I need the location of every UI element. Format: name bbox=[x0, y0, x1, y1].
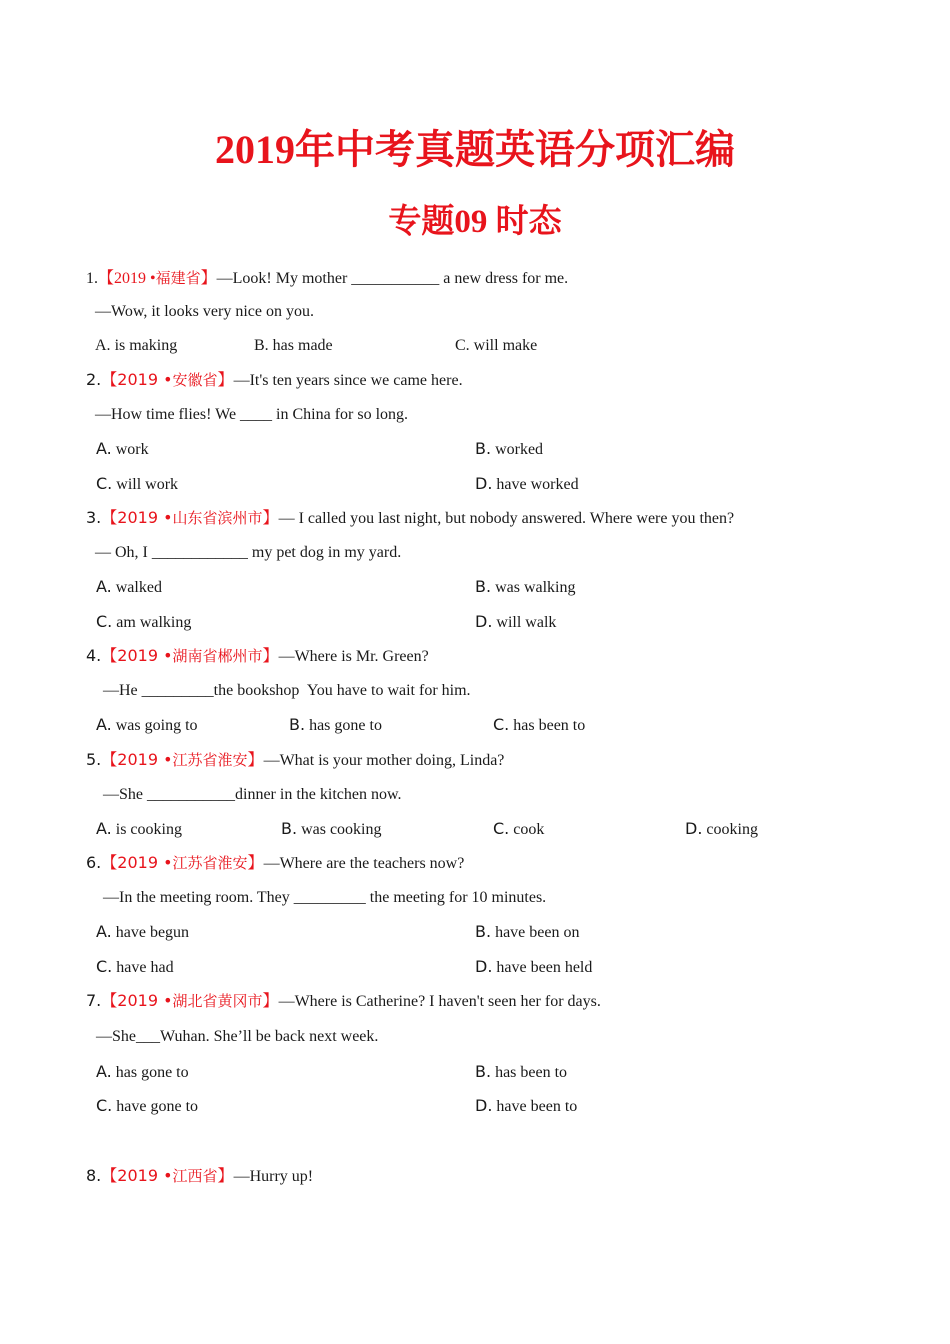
question-1-answer-line: —Wow, it looks very nice on you. bbox=[95, 303, 314, 320]
question-7-option-a: A. has gone to bbox=[96, 1062, 189, 1081]
question-4-answer-line: —He _________the bookshop You have to wait for him. bbox=[103, 682, 471, 699]
question-5-stem bbox=[86, 750, 504, 771]
question-2-option-b: B. worked bbox=[475, 439, 544, 458]
question-source: 【2019 •江苏省淮安】 bbox=[101, 853, 264, 872]
question-source: 【2019 •湖北省黄冈市】 bbox=[101, 991, 279, 1010]
question-2-stem bbox=[86, 370, 463, 391]
question-6-option-c: C. have had bbox=[96, 957, 174, 976]
question-number: 5. bbox=[86, 750, 102, 769]
question-number: 8. bbox=[86, 1166, 102, 1185]
question-number: 7. bbox=[86, 991, 102, 1010]
question-text: —Look! My mother ___________ a new dress for me. bbox=[216, 270, 569, 287]
question-7-option-d: D. have been to bbox=[475, 1096, 578, 1115]
question-5-option-a: A. is cooking bbox=[96, 819, 182, 838]
question-7-answer-line: —She___Wuhan. She’ll be back next week. bbox=[96, 1028, 379, 1045]
question-4-option-b: B. has gone to bbox=[289, 715, 382, 734]
question-source: 【2019 •山东省滨州市】 bbox=[101, 508, 279, 527]
question-5-answer-line: —She ___________dinner in the kitchen now. bbox=[103, 786, 402, 803]
question-text: —Where is Catherine? I haven't seen her for days. bbox=[278, 993, 601, 1010]
question-source: 【2019 •安徽省】 bbox=[101, 370, 234, 389]
question-8-stem bbox=[86, 1166, 313, 1187]
question-source: 【2019 •福建省】 bbox=[98, 269, 217, 287]
question-text: —Hurry up! bbox=[233, 1168, 314, 1185]
question-3-option-b: B. was walking bbox=[475, 577, 576, 596]
question-3-stem bbox=[86, 508, 734, 529]
question-6-stem bbox=[86, 853, 464, 874]
question-6-option-b: B. have been on bbox=[475, 922, 580, 941]
question-source: 【2019 •江苏省淮安】 bbox=[101, 750, 264, 769]
question-7-option-c: C. have gone to bbox=[96, 1096, 199, 1115]
question-6-option-a: A. have begun bbox=[96, 922, 190, 941]
question-source: 【2019 •江西省】 bbox=[101, 1166, 234, 1185]
question-3-option-c: C. am walking bbox=[96, 612, 192, 631]
question-7-option-b: B. has been to bbox=[475, 1062, 568, 1081]
question-2-option-a: A. work bbox=[96, 439, 149, 458]
question-text: —What is your mother doing, Linda? bbox=[263, 752, 505, 769]
question-number: 1. bbox=[86, 270, 98, 287]
question-text: —Where is Mr. Green? bbox=[278, 648, 429, 665]
question-number: 6. bbox=[86, 853, 102, 872]
question-5-option-c: C. cook bbox=[493, 819, 545, 838]
question-4-stem bbox=[86, 646, 429, 667]
question-text: —It's ten years since we came here. bbox=[233, 372, 463, 389]
document-title: 2019年中考真题英语分项汇编 bbox=[215, 127, 735, 172]
question-3-answer-line: — Oh, I ____________ my pet dog in my yard. bbox=[95, 544, 402, 561]
question-source: 【2019 •湖南省郴州市】 bbox=[101, 646, 279, 665]
question-number: 2. bbox=[86, 370, 102, 389]
question-1-option-c: C. will make bbox=[455, 337, 538, 354]
question-2-answer-line: —How time flies! We ____ in China for so long. bbox=[95, 406, 409, 423]
question-4-option-a: A. was going to bbox=[96, 715, 198, 734]
question-number: 4. bbox=[86, 646, 102, 665]
question-1-option-b: B. has made bbox=[254, 337, 333, 354]
question-6-answer-line: —In the meeting room. They _________ the meeting for 10 minutes. bbox=[103, 889, 547, 906]
question-text: —Where are the teachers now? bbox=[263, 855, 465, 872]
question-number: 3. bbox=[86, 508, 102, 527]
question-2-option-d: D. have worked bbox=[475, 474, 579, 493]
question-5-option-b: B. was cooking bbox=[281, 819, 382, 838]
question-3-option-a: A. walked bbox=[96, 577, 162, 596]
question-text: — I called you last night, but nobody answered. Where were you then? bbox=[278, 510, 735, 527]
question-3-option-d: D. will walk bbox=[475, 612, 557, 631]
question-1-stem bbox=[86, 268, 568, 289]
question-1-option-a: A. is making bbox=[95, 337, 178, 354]
question-5-option-d: D. cooking bbox=[685, 819, 758, 838]
question-4-option-c: C. has been to bbox=[493, 715, 586, 734]
question-7-stem bbox=[86, 991, 601, 1012]
question-6-option-d: D. have been held bbox=[475, 957, 593, 976]
question-2-option-c: C. will work bbox=[96, 474, 179, 493]
document-subtitle: 专题09 时态 bbox=[388, 204, 562, 240]
